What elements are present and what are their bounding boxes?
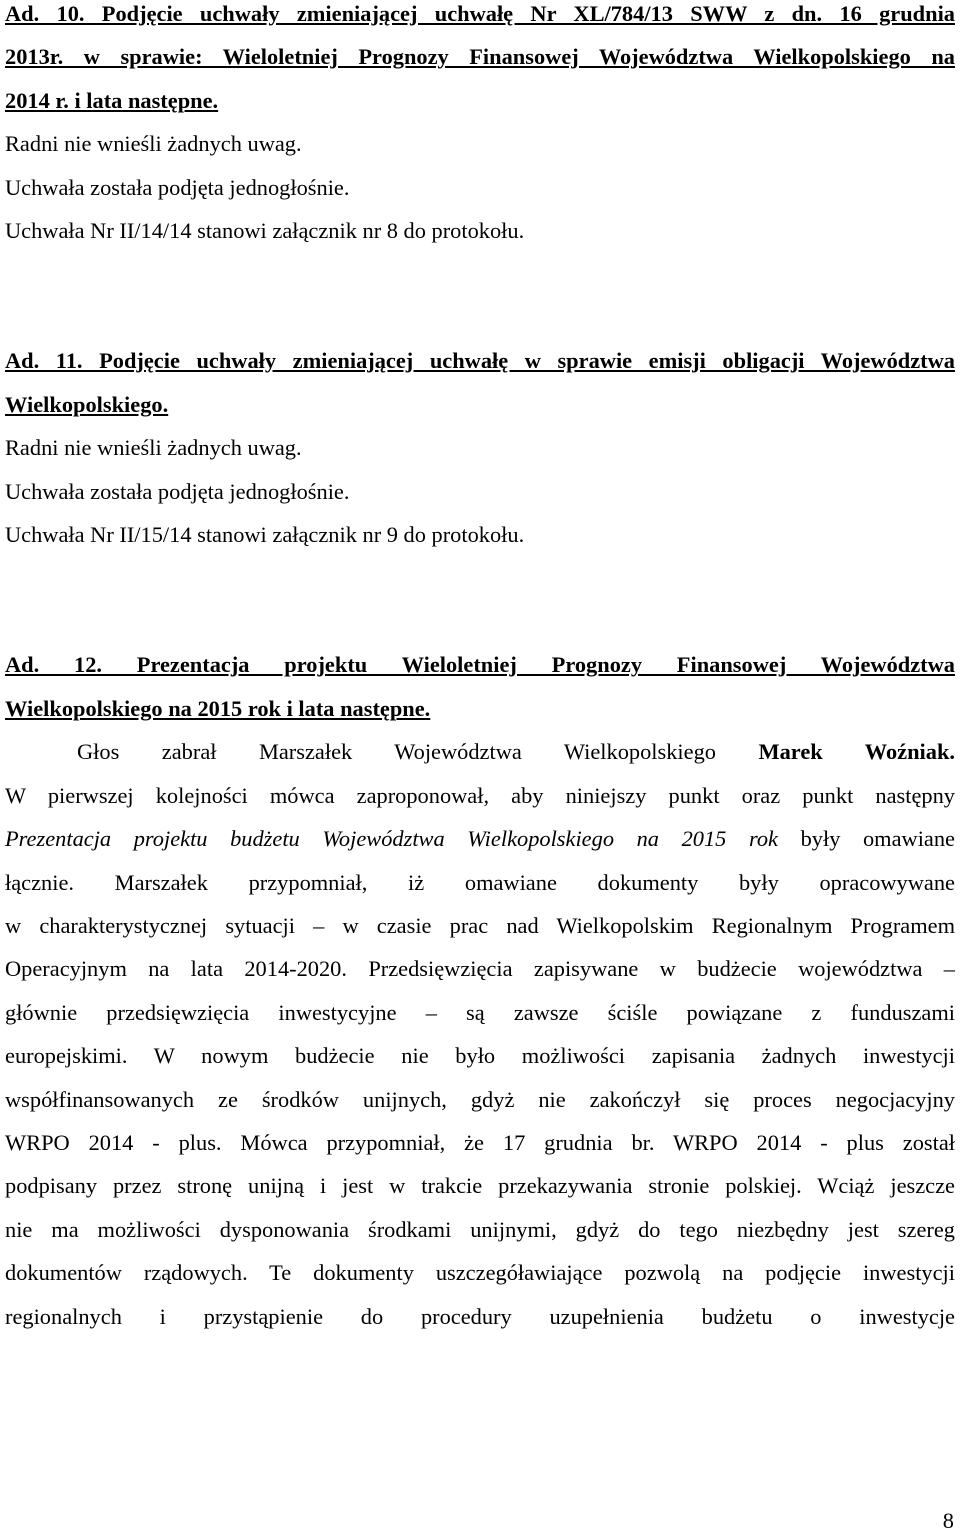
section-heading-ad11 — [5, 339, 955, 426]
speaker-name: Marek Woźniak. — [758, 739, 955, 765]
vote-result-line: Uchwała została podjęta jednogłośnie. — [5, 478, 350, 504]
section-heading-ad10 — [5, 0, 955, 122]
resolution-attachment-line: Uchwała Nr II/14/14 stanowi załącznik nr 8 do protokołu. — [5, 218, 525, 244]
paragraph-line — [5, 730, 955, 773]
paragraph-line: podpisany przez stronę unijną i jest w trakcie przekazywania stronie polskiej. Wciąż jeszcze — [5, 1173, 955, 1199]
paragraph-line: regionalnych i przystąpienie do procedury uzupełnienia budżetu o inwestycje — [5, 1303, 955, 1329]
paragraph-line: współfinansowanych ze środków unijnych, gdyż nie zakończył się proces negocjacyjny — [5, 1086, 955, 1112]
heading-line: Wielkopolskiego na 2015 rok i lata następne. — [5, 695, 431, 721]
paragraph-line — [5, 817, 955, 860]
speaker-intro-text: Głos zabrał Marszałek Województwa Wielkopolskiego — [77, 739, 759, 765]
paragraph-line: europejskimi. W nowym budżecie nie było możliwości zapisania żadnych inwestycji — [5, 1043, 955, 1069]
heading-line: 2013r. w sprawie: Wieloletniej Prognozy Finansowej Województwa Wielkopolskiego na — [5, 44, 955, 70]
paragraph-line: WRPO 2014 - plus. Mówca przypomniał, że 17 grudnia br. WRPO 2014 - plus został — [5, 1129, 955, 1155]
paragraph-line: w charakterystycznej sytuacji – w czasie prac nad Wielkopolskim Regionalnym Programem — [5, 912, 955, 938]
document-page — [5, 0, 955, 1338]
page-number: 8 — [942, 1508, 954, 1533]
paragraph-line: Operacyjnym na lata 2014-2020. Przedsięwzięcia zapisywane w budżecie województwa – — [5, 956, 955, 982]
document-title-italic: Prezentacja projektu budżetu Województwa Wielkopolskiego na 2015 rok — [5, 826, 778, 852]
paragraph-line: W pierwszej kolejności mówca zaproponował, aby niniejszy punkt oraz punkt następny — [5, 782, 955, 808]
paragraph-line: dokumentów rządowych. Te dokumenty uszczegóławiające pozwolą na podjęcie inwestycji — [5, 1260, 955, 1286]
resolution-attachment-line: Uchwała Nr II/15/14 stanowi załącznik nr 9 do protokołu. — [5, 522, 525, 548]
heading-line: Wielkopolskiego. — [5, 391, 169, 417]
paragraph-line: nie ma możliwości dysponowania środkami unijnymi, gdyż do tego niezbędny jest szereg — [5, 1216, 955, 1242]
heading-line: Ad. 10. Podjęcie uchwały zmieniającej uchwałę Nr XL/784/13 SWW z dn. 16 grudnia — [5, 1, 955, 26]
remarks-line: Radni nie wnieśli żadnych uwag. — [5, 435, 302, 461]
discussion-paragraph — [5, 730, 955, 1338]
paragraph-line: głównie przedsięwzięcia inwestycyjne – są zawsze ściśle powiązane z funduszami — [5, 999, 955, 1025]
remarks-line: Radni nie wnieśli żadnych uwag. — [5, 131, 302, 157]
section-heading-ad12 — [5, 643, 955, 730]
vote-result-line: Uchwała została podjęta jednogłośnie. — [5, 174, 350, 200]
heading-line: 2014 r. i lata następne. — [5, 87, 219, 113]
paragraph-line: łącznie. Marszałek przypomniał, iż omawiane dokumenty były opracowywane — [5, 869, 955, 895]
heading-line: Ad. 11. Podjęcie uchwały zmieniającej uchwałę w sprawie emisji obligacji Województwa — [5, 348, 955, 374]
heading-line: Ad. 12. Prezentacja projektu Wieloletniej Prognozy Finansowej Województwa — [5, 652, 955, 678]
paragraph-text: były omawiane — [777, 826, 955, 852]
